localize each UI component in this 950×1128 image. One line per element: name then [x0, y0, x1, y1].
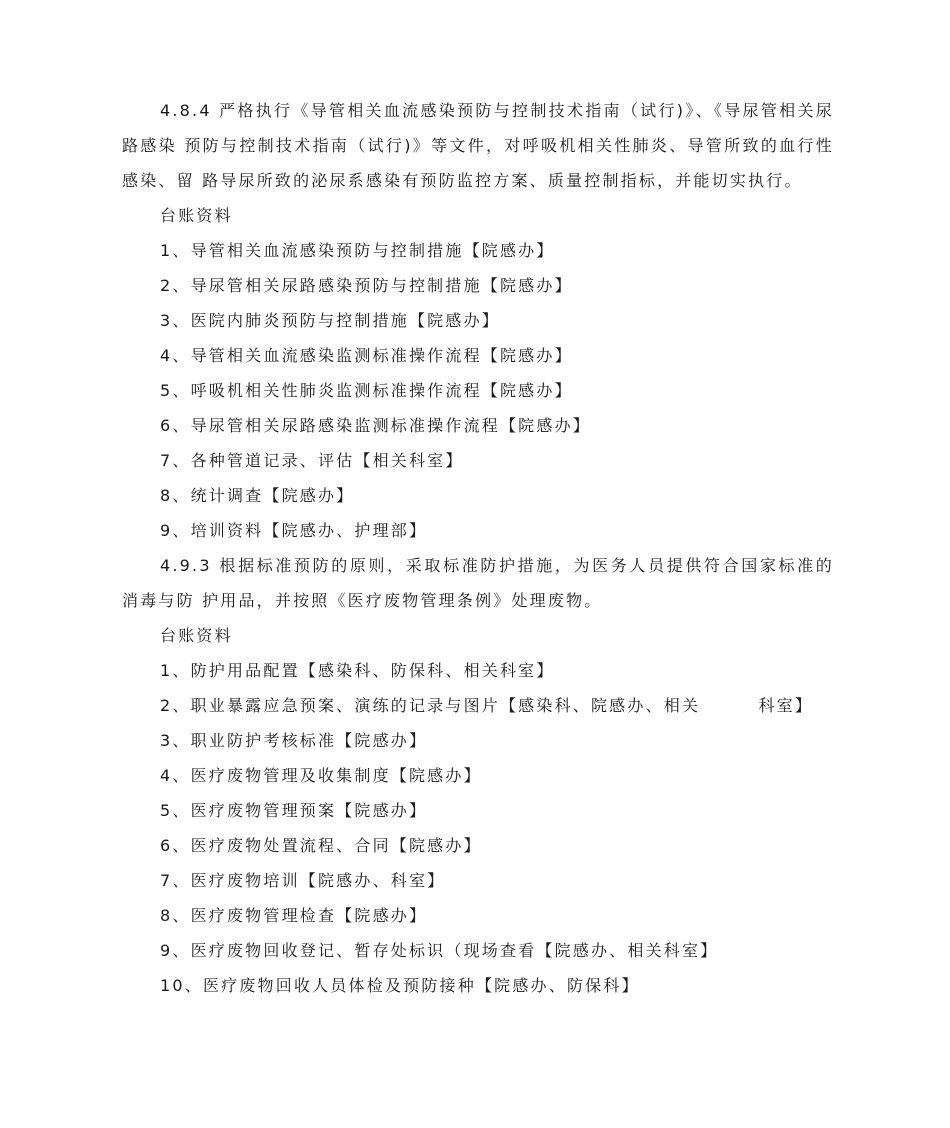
- ledger-heading: 台账资料: [160, 626, 233, 645]
- ledger-heading: 台账资料: [160, 206, 233, 225]
- document-body: [122, 93, 834, 1003]
- list-item: 1、导管相关血流感染预防与控制措施【院感办】: [160, 241, 555, 260]
- list-item: 2、导尿管相关尿路感染预防与控制措施【院感办】: [160, 276, 573, 295]
- list-item: 4、导管相关血流感染监测标准操作流程【院感办】: [160, 346, 573, 365]
- section-4-8-4-paragraph: 4.8.4 严格执行《导管相关血流感染预防与控制技术指南（试行)》、《导尿管相关尿路感染 预防与控制技术指南（试行)》等文件，对呼吸机相关性肺炎、导管所致的血行性感染、留 路导尿所致的泌尿系感染有预防监控方案、质量控制指标，并能切实执行。: [122, 101, 834, 190]
- list-item: 4、医疗废物管理及收集制度【院感办】: [160, 766, 482, 785]
- list-item: 6、医疗废物处置流程、合同【院感办】: [160, 836, 482, 855]
- list-item: 9、培训资料【院感办、护理部】: [160, 521, 428, 540]
- list-item: 6、导尿管相关尿路感染监测标准操作流程【院感办】: [160, 416, 591, 435]
- list-item: 8、统计调查【院感办】: [160, 486, 355, 505]
- list-item: 7、医疗废物培训【院感办、科室】: [160, 871, 446, 890]
- list-item: 3、职业防护考核标准【院感办】: [160, 731, 428, 750]
- list-item: 5、呼吸机相关性肺炎监测标准操作流程【院感办】: [160, 381, 573, 400]
- list-item: 9、医疗废物回收登记、暂存处标识（现场查看【院感办、相关科室】: [160, 941, 719, 960]
- list-item: 5、医疗废物管理预案【院感办】: [160, 801, 428, 820]
- list-item: 7、各种管道记录、评估【相关科室】: [160, 451, 464, 470]
- list-item: 10、医疗废物回收人员体检及预防接种【院感办、防保科】: [160, 976, 640, 995]
- list-item: 2、职业暴露应急预案、演练的记录与图片【感染科、院感办、相关 科室】: [160, 696, 814, 715]
- list-item: 1、防护用品配置【感染科、防保科、相关科室】: [160, 661, 555, 680]
- list-item: 8、医疗废物管理检查【院感办】: [160, 906, 428, 925]
- list-item: 3、医院内肺炎预防与控制措施【院感办】: [160, 311, 500, 330]
- section-4-9-3-paragraph: 4.9.3 根据标准预防的原则，采取标准防护措施，为医务人员提供符合国家标准的消毒与防 护用品，并按照《医疗废物管理条例》处理废物。: [122, 556, 834, 610]
